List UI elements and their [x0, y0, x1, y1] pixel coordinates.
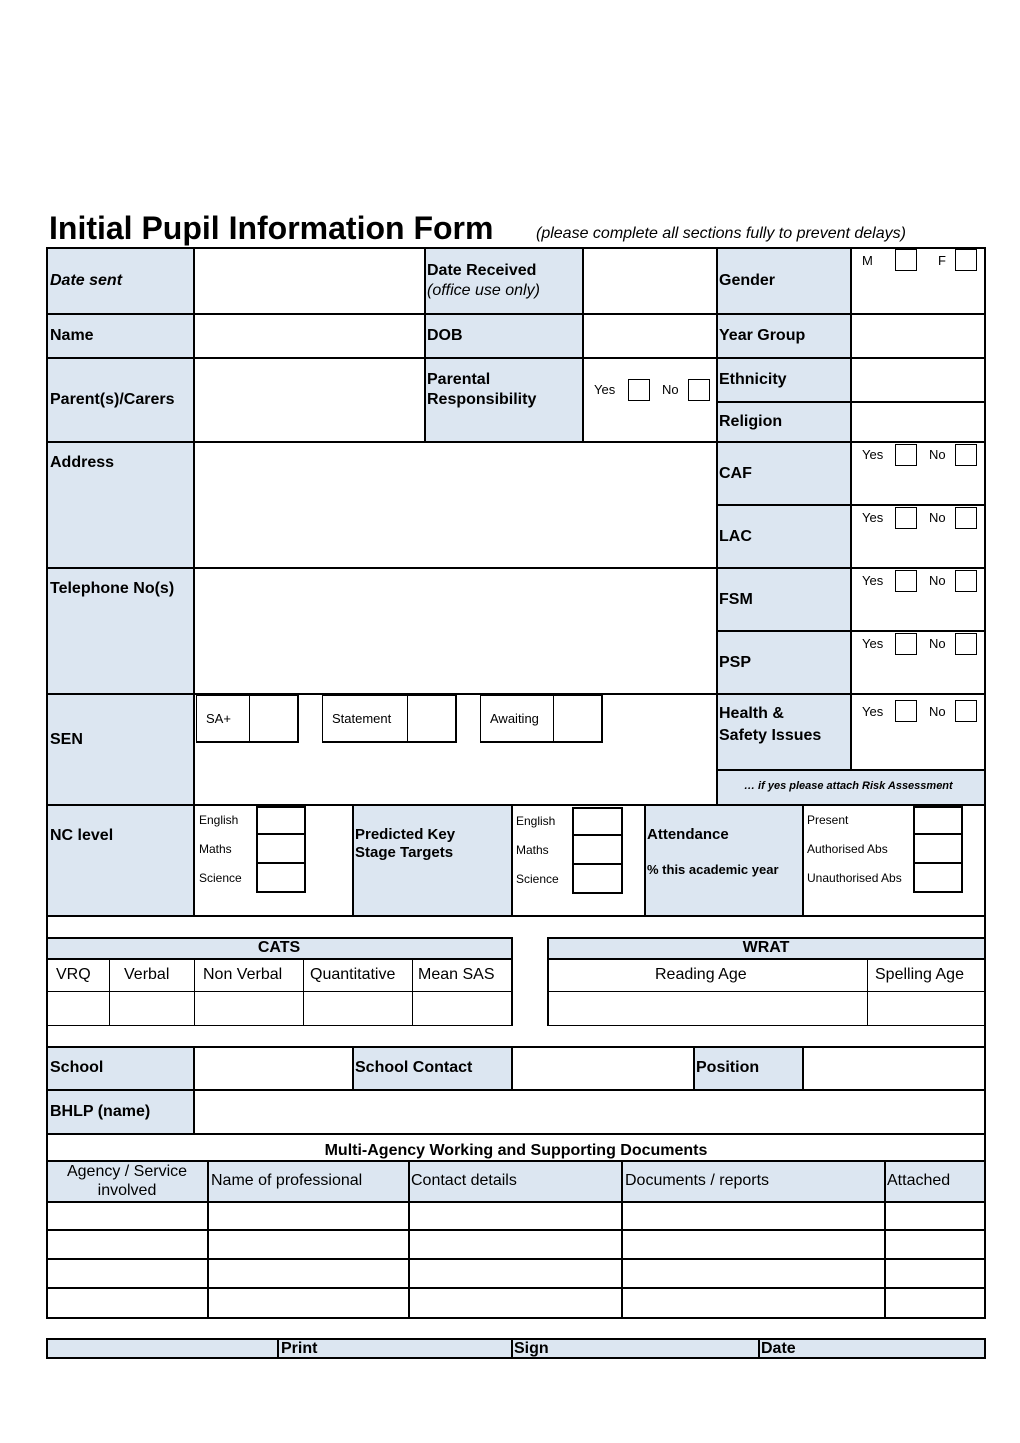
sen-sa-plus-label: SA+ — [206, 711, 231, 726]
present-label: Present — [807, 813, 849, 827]
gender-m-label: M — [862, 253, 873, 268]
unauthorised-abs-input[interactable] — [913, 864, 963, 893]
psp-no-label: No — [929, 636, 946, 651]
sen-sa-plus-checkbox[interactable] — [250, 696, 297, 741]
agency-col-documents: Documents / reports — [625, 1172, 770, 1189]
pred-english-label: English — [516, 814, 556, 828]
bhlp-label: BHLP (name) — [50, 1103, 151, 1120]
fsm-yes-checkbox[interactable] — [895, 570, 917, 592]
psp-label: PSP — [719, 654, 752, 671]
psp-yes-checkbox[interactable] — [895, 633, 917, 655]
caf-no-label: No — [929, 447, 946, 462]
present-input[interactable] — [913, 806, 963, 835]
nc-science-label: Science — [199, 871, 242, 885]
responsibility-label: Responsibility — [427, 391, 537, 408]
parental-no-label: No — [662, 382, 679, 397]
health-label-line1: Health & — [719, 705, 784, 722]
authorised-abs-input[interactable] — [913, 835, 963, 864]
lac-no-label: No — [929, 510, 946, 525]
psp-yes-label: Yes — [862, 636, 884, 651]
fsm-no-checkbox[interactable] — [955, 570, 977, 592]
cats-col-vrq: VRQ — [56, 966, 91, 983]
nc-level-label: NC level — [50, 827, 114, 844]
caf-yes-checkbox[interactable] — [895, 444, 917, 466]
cats-col-nonverbal: Non Verbal — [203, 966, 283, 983]
nc-maths-input[interactable] — [256, 835, 306, 864]
dob-label: DOB — [427, 327, 463, 344]
nc-maths-label: Maths — [199, 842, 232, 856]
health-yes-label: Yes — [862, 704, 884, 719]
parents-label: Parent(s)/Carers — [50, 391, 175, 408]
attendance-label-cell — [644, 805, 802, 916]
lac-no-checkbox[interactable] — [955, 507, 977, 529]
fsm-label: FSM — [719, 591, 753, 608]
pred-maths-input[interactable] — [572, 836, 623, 865]
sen-label: SEN — [50, 731, 83, 748]
wrat-col-spelling: Spelling Age — [875, 966, 964, 983]
lac-yes-label: Yes — [862, 510, 884, 525]
pred-science-label: Science — [516, 872, 559, 886]
sign-label: Sign — [514, 1340, 549, 1357]
wrat-col-reading: Reading Age — [655, 966, 747, 983]
cats-col-quantitative: Quantitative — [310, 966, 396, 983]
agency-col-line2: involved — [97, 1182, 157, 1199]
sen-statement-checkbox[interactable] — [408, 696, 455, 741]
health-no-label: No — [929, 704, 946, 719]
telephone-label: Telephone No(s) — [50, 580, 175, 597]
caf-label: CAF — [719, 465, 752, 482]
pct-year-label: % this academic year — [647, 862, 779, 877]
parental-no-checkbox[interactable] — [688, 379, 710, 401]
predicted-label-line2: Stage Targets — [355, 844, 454, 861]
parental-yes-checkbox[interactable] — [628, 379, 650, 401]
health-label-line2: Safety Issues — [719, 727, 822, 744]
health-no-checkbox[interactable] — [955, 700, 977, 722]
nc-science-input[interactable] — [256, 864, 306, 893]
sen-awaiting-checkbox[interactable] — [554, 696, 601, 741]
lac-label: LAC — [719, 528, 752, 545]
position-label: Position — [696, 1059, 760, 1076]
risk-assessment-note: … if yes please attach Risk Assessment — [744, 780, 953, 792]
school-label: School — [50, 1059, 104, 1076]
sen-statement-label: Statement — [332, 711, 392, 726]
form-subtitle: (please complete all sections fully to prevent delays) — [536, 225, 906, 242]
name-label: Name — [50, 327, 94, 344]
psp-no-checkbox[interactable] — [955, 633, 977, 655]
nc-english-input[interactable] — [256, 806, 306, 835]
caf-no-checkbox[interactable] — [955, 444, 977, 466]
year-group-label: Year Group — [719, 327, 806, 344]
religion-label: Religion — [719, 413, 783, 430]
date-sent-label: Date sent — [50, 272, 123, 289]
sen-awaiting-label: Awaiting — [490, 711, 539, 726]
gender-label: Gender — [719, 272, 776, 289]
lac-yes-checkbox[interactable] — [895, 507, 917, 529]
date-label: Date — [761, 1340, 796, 1357]
fsm-no-label: No — [929, 573, 946, 588]
date-received-label: Date Received — [427, 262, 537, 279]
pred-english-input[interactable] — [572, 807, 623, 836]
school-contact-label: School Contact — [355, 1059, 473, 1076]
cats-col-meansas: Mean SAS — [418, 966, 495, 983]
gender-m-checkbox[interactable] — [895, 249, 917, 271]
pred-maths-label: Maths — [516, 843, 549, 857]
pred-science-input[interactable] — [572, 865, 623, 894]
attendance-label: Attendance — [647, 826, 729, 843]
unauthorised-abs-label: Unauthorised Abs — [807, 871, 902, 885]
parental-yes-label: Yes — [594, 382, 616, 397]
parental-label: Parental — [427, 371, 491, 388]
print-label: Print — [281, 1340, 318, 1357]
nc-english-label: English — [199, 813, 239, 827]
agency-col-line1: Agency / Service — [66, 1163, 188, 1180]
caf-yes-label: Yes — [862, 447, 884, 462]
fsm-yes-label: Yes — [862, 573, 884, 588]
office-use-label: (office use only) — [427, 282, 540, 299]
multi-agency-title: Multi-Agency Working and Supporting Documents — [324, 1142, 708, 1159]
cats-col-verbal: Verbal — [124, 966, 170, 983]
health-yes-checkbox[interactable] — [895, 700, 917, 722]
form-title: Initial Pupil Information Form — [49, 210, 494, 246]
address-label: Address — [50, 454, 115, 471]
agency-col-contact: Contact details — [411, 1172, 517, 1189]
cats-title: CATS — [257, 939, 301, 956]
gender-f-checkbox[interactable] — [955, 249, 977, 271]
authorised-abs-label: Authorised Abs — [807, 842, 888, 856]
predicted-label-line1: Predicted Key — [355, 826, 456, 843]
wrat-title: WRAT — [742, 939, 790, 956]
gender-f-label: F — [938, 253, 946, 268]
agency-col-name: Name of professional — [211, 1172, 363, 1189]
agency-col-attached: Attached — [887, 1172, 951, 1189]
ethnicity-label: Ethnicity — [719, 371, 787, 388]
